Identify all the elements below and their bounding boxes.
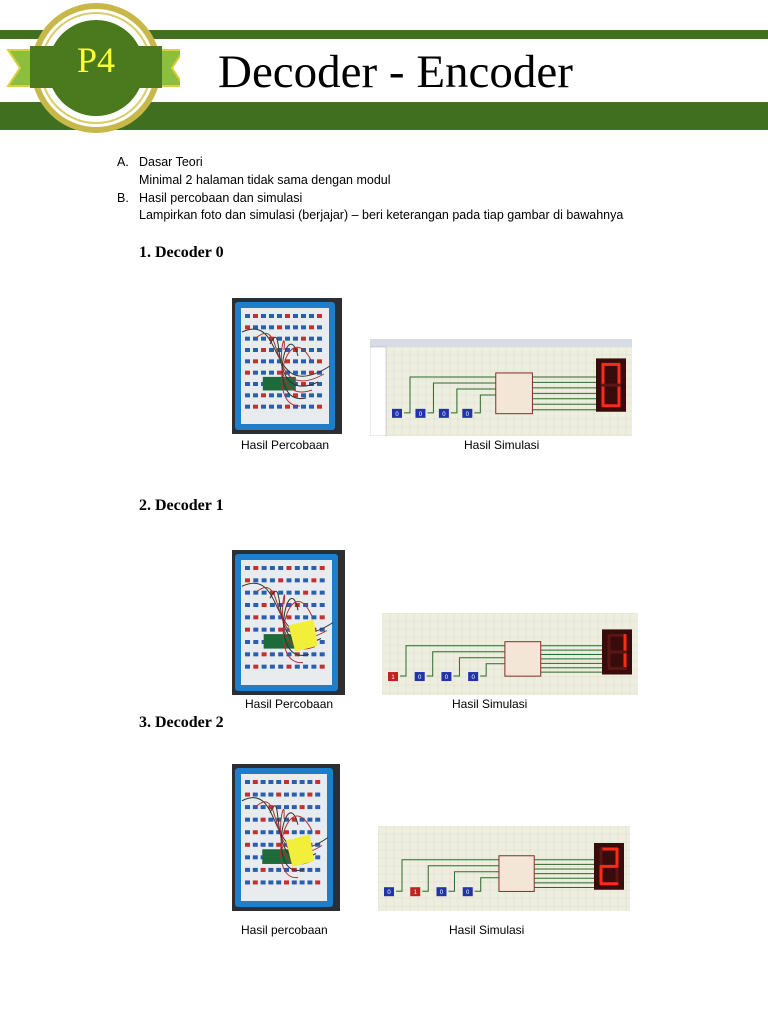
board-terminal: [295, 566, 300, 570]
board-terminal: [253, 868, 258, 872]
board-terminal: [320, 640, 325, 644]
board-terminal: [253, 405, 258, 409]
board-terminal: [270, 615, 275, 619]
logic-state-label: 0: [387, 890, 391, 897]
board-terminal: [253, 640, 258, 644]
board-terminal: [303, 615, 308, 619]
board-terminal: [277, 405, 282, 409]
board-terminal: [320, 578, 325, 582]
board-terminal: [245, 640, 250, 644]
board-terminal: [317, 348, 322, 352]
board-terminal: [270, 578, 275, 582]
board-terminal: [276, 880, 281, 884]
board-terminal: [300, 780, 305, 784]
toolbar: [370, 339, 632, 347]
board-terminal: [268, 868, 273, 872]
board-terminal: [287, 615, 292, 619]
board-terminal: [253, 818, 258, 822]
board-terminal: [253, 855, 258, 859]
board-terminal: [309, 405, 314, 409]
board-terminal: [320, 566, 325, 570]
board-terminal: [287, 591, 292, 595]
outline-marker-a: A.: [117, 155, 129, 169]
board-terminal: [287, 665, 292, 669]
board-terminal: [301, 371, 306, 375]
board-terminal: [268, 780, 273, 784]
board-terminal: [261, 805, 266, 809]
outline-marker-b: B.: [117, 191, 129, 205]
board-terminal: [269, 393, 274, 397]
board-terminal: [292, 805, 297, 809]
board-terminal: [245, 325, 250, 329]
board-terminal: [311, 591, 316, 595]
board-terminal: [293, 325, 298, 329]
board-terminal: [317, 405, 322, 409]
board-terminal: [262, 603, 267, 607]
board-terminal: [261, 348, 266, 352]
board-terminal: [317, 314, 322, 318]
board-terminal: [276, 868, 281, 872]
board-terminal: [317, 325, 322, 329]
board-terminal: [253, 314, 258, 318]
board-terminal: [307, 793, 312, 797]
board-terminal: [309, 314, 314, 318]
board-terminal: [245, 628, 250, 632]
board-terminal: [277, 371, 282, 375]
board-terminal: [284, 793, 289, 797]
board-terminal: [295, 591, 300, 595]
board-terminal: [245, 665, 250, 669]
board-terminal: [303, 578, 308, 582]
board-terminal: [261, 830, 266, 834]
logic-state-label: 0: [418, 675, 422, 682]
logic-state-label: 0: [439, 890, 444, 897]
board-terminal: [253, 393, 258, 397]
board-terminal: [269, 325, 274, 329]
photo-caption: Hasil percobaan: [241, 923, 328, 937]
board-terminal: [245, 780, 250, 784]
board-terminal: [301, 359, 306, 363]
board-terminal: [245, 382, 250, 386]
board-terminal: [301, 337, 306, 341]
board-terminal: [309, 393, 314, 397]
board-terminal: [311, 603, 316, 607]
board-terminal: [315, 880, 320, 884]
board-terminal: [309, 348, 314, 352]
board-terminal: [292, 830, 297, 834]
board-terminal: [245, 314, 250, 318]
board-terminal: [317, 393, 322, 397]
board-terminal: [270, 628, 275, 632]
board-terminal: [315, 805, 320, 809]
board-terminal: [253, 615, 258, 619]
badge-label: P4: [76, 40, 116, 80]
board-terminal: [301, 382, 306, 386]
board-terminal: [245, 371, 250, 375]
board-terminal: [261, 393, 266, 397]
board-terminal: [301, 405, 306, 409]
board-terminal: [261, 868, 266, 872]
board-terminal: [277, 314, 282, 318]
board-terminal: [253, 793, 258, 797]
section-heading-decoder-0: 1. Decoder 0: [139, 244, 224, 261]
board-terminal: [315, 818, 320, 822]
board-terminal: [300, 805, 305, 809]
board-terminal: [303, 566, 308, 570]
board-terminal: [277, 337, 282, 341]
board-terminal: [315, 830, 320, 834]
board-terminal: [285, 314, 290, 318]
board-terminal: [315, 780, 320, 784]
board-terminal: [253, 628, 258, 632]
board-terminal: [311, 566, 316, 570]
outline-detail-b: Lampirkan foto dan simulasi (berjajar) – beri keterangan pada tiap gambar di bawahnya: [139, 208, 624, 222]
board-terminal: [253, 566, 258, 570]
board-terminal: [320, 603, 325, 607]
board-terminal: [320, 591, 325, 595]
board-terminal: [269, 371, 274, 375]
board-terminal: [253, 652, 258, 656]
photo-caption: Hasil Percobaan: [245, 697, 334, 711]
photo-image: [232, 764, 340, 911]
board-terminal: [277, 393, 282, 397]
board-terminal: [245, 348, 250, 352]
board-terminal: [276, 793, 281, 797]
board-terminal: [278, 591, 283, 595]
board-terminal: [245, 359, 250, 363]
board-terminal: [262, 566, 267, 570]
logic-state-label: 0: [465, 411, 469, 418]
board-terminal: [278, 652, 283, 656]
board-terminal: [269, 405, 274, 409]
board-terminal: [307, 868, 312, 872]
board-terminal: [268, 830, 273, 834]
outline-title-a: Dasar Teori: [139, 155, 203, 169]
board-terminal: [293, 359, 298, 363]
board-terminal: [261, 818, 266, 822]
board-terminal: [262, 665, 267, 669]
board-terminal: [262, 591, 267, 595]
board-terminal: [269, 314, 274, 318]
board-terminal: [245, 843, 250, 847]
board-terminal: [253, 843, 258, 847]
photo-image: [232, 550, 345, 695]
logic-state-label: 0: [418, 411, 423, 418]
board-terminal: [300, 793, 305, 797]
board-terminal: [268, 793, 273, 797]
board-terminal: [245, 868, 250, 872]
section-heading-decoder-1: 2. Decoder 1: [139, 497, 224, 514]
board-terminal: [261, 780, 266, 784]
board-terminal: [261, 371, 266, 375]
simulation-image: [378, 826, 630, 911]
board-terminal: [301, 325, 306, 329]
decoder-ic: [505, 642, 541, 676]
logic-state-label: 0: [444, 675, 449, 682]
logic-state-label: 0: [395, 411, 399, 418]
board-terminal: [285, 325, 290, 329]
object-selector: [370, 347, 386, 436]
board-terminal: [253, 603, 258, 607]
board-terminal: [292, 780, 297, 784]
board-terminal: [245, 405, 250, 409]
simulation-screenshot: [382, 613, 638, 695]
board-terminal: [309, 337, 314, 341]
board-terminal: [284, 805, 289, 809]
board-terminal: [245, 566, 250, 570]
board-terminal: [307, 818, 312, 822]
board-terminal: [253, 880, 258, 884]
board-terminal: [245, 855, 250, 859]
board-terminal: [253, 665, 258, 669]
board-terminal: [307, 880, 312, 884]
outline-title-b: Hasil percobaan dan simulasi: [139, 191, 303, 205]
board-terminal: [284, 880, 289, 884]
simulation-screenshot: [378, 826, 630, 911]
board-terminal: [262, 628, 267, 632]
board-terminal: [270, 652, 275, 656]
board-terminal: [269, 359, 274, 363]
board-terminal: [245, 880, 250, 884]
board-terminal: [245, 818, 250, 822]
board-terminal: [278, 578, 283, 582]
board-terminal: [276, 780, 281, 784]
board-terminal: [262, 652, 267, 656]
board-terminal: [270, 566, 275, 570]
board-terminal: [284, 830, 289, 834]
board-terminal: [245, 337, 250, 341]
board-terminal: [303, 591, 308, 595]
photo-caption: Hasil Percobaan: [241, 438, 330, 452]
decoder-ic: [499, 856, 534, 892]
board-terminal: [287, 578, 292, 582]
photo-image: [232, 298, 342, 434]
board-terminal: [253, 830, 258, 834]
board-terminal: [245, 578, 250, 582]
board-terminal: [269, 348, 274, 352]
board-terminal: [245, 591, 250, 595]
simulation-image: [382, 613, 638, 695]
board-terminal: [245, 603, 250, 607]
logic-state-label: 0: [471, 675, 475, 682]
logic-state-label: 0: [442, 411, 446, 418]
board-terminal: [295, 578, 300, 582]
board-terminal: [245, 652, 250, 656]
board-terminal: [301, 393, 306, 397]
board-terminal: [261, 314, 266, 318]
board-terminal: [311, 665, 316, 669]
board-terminal: [245, 805, 250, 809]
board-terminal: [285, 359, 290, 363]
board-terminal: [317, 337, 322, 341]
board-terminal: [276, 843, 281, 847]
board-terminal: [287, 566, 292, 570]
board-terminal: [245, 615, 250, 619]
board-terminal: [315, 868, 320, 872]
board-terminal: [253, 578, 258, 582]
board-terminal: [303, 665, 308, 669]
board-terminal: [270, 665, 275, 669]
board-terminal: [320, 665, 325, 669]
logic-state-label: 0: [466, 890, 470, 897]
board-terminal: [268, 880, 273, 884]
simulation-caption: Hasil Simulasi: [449, 923, 525, 937]
board-terminal: [261, 793, 266, 797]
board-terminal: [307, 805, 312, 809]
board-terminal: [278, 566, 283, 570]
board-terminal: [253, 348, 258, 352]
board-terminal: [293, 314, 298, 318]
board-terminal: [245, 830, 250, 834]
board-terminal: [317, 359, 322, 363]
board-terminal: [245, 793, 250, 797]
board-terminal: [261, 359, 266, 363]
page-title: Decoder - Encoder: [218, 46, 573, 98]
logic-state-label: 1: [413, 890, 417, 897]
board-terminal: [320, 652, 325, 656]
board-terminal: [315, 793, 320, 797]
board-terminal: [245, 393, 250, 397]
board-terminal: [311, 578, 316, 582]
outline-detail-a: Minimal 2 halaman tidak sama dengan modul: [139, 173, 391, 187]
board-terminal: [292, 880, 297, 884]
board-terminal: [253, 780, 258, 784]
board-terminal: [309, 325, 314, 329]
board-terminal: [293, 337, 298, 341]
board-terminal: [295, 615, 300, 619]
board-terminal: [253, 371, 258, 375]
board-terminal: [268, 818, 273, 822]
board-terminal: [307, 780, 312, 784]
trainer-photo: [232, 764, 340, 911]
simulation-screenshot: [370, 339, 632, 436]
simulation-caption: Hasil Simulasi: [464, 438, 540, 452]
board-terminal: [278, 628, 283, 632]
simulation-caption: Hasil Simulasi: [452, 697, 528, 711]
board-terminal: [292, 793, 297, 797]
board-terminal: [277, 325, 282, 329]
logic-state-label: 1: [391, 675, 395, 682]
board-terminal: [295, 665, 300, 669]
board-terminal: [268, 843, 273, 847]
board-terminal: [278, 665, 283, 669]
board-terminal: [270, 603, 275, 607]
decoder-ic: [496, 373, 533, 414]
section-heading-decoder-2: 3. Decoder 2: [139, 714, 224, 731]
trainer-photo: [232, 550, 345, 695]
board-terminal: [300, 830, 305, 834]
trainer-photo: [232, 298, 342, 434]
board-terminal: [285, 405, 290, 409]
board-terminal: [262, 615, 267, 619]
board-terminal: [253, 382, 258, 386]
board-terminal: [253, 359, 258, 363]
board-terminal: [261, 843, 266, 847]
simulation-image: [370, 339, 632, 436]
board-terminal: [315, 855, 320, 859]
board-terminal: [285, 337, 290, 341]
board-terminal: [261, 337, 266, 341]
board-terminal: [320, 615, 325, 619]
board-terminal: [262, 578, 267, 582]
board-terminal: [300, 880, 305, 884]
board-terminal: [311, 652, 316, 656]
board-terminal: [301, 314, 306, 318]
board-terminal: [261, 325, 266, 329]
board-terminal: [261, 405, 266, 409]
board-terminal: [284, 780, 289, 784]
board-terminal: [261, 880, 266, 884]
